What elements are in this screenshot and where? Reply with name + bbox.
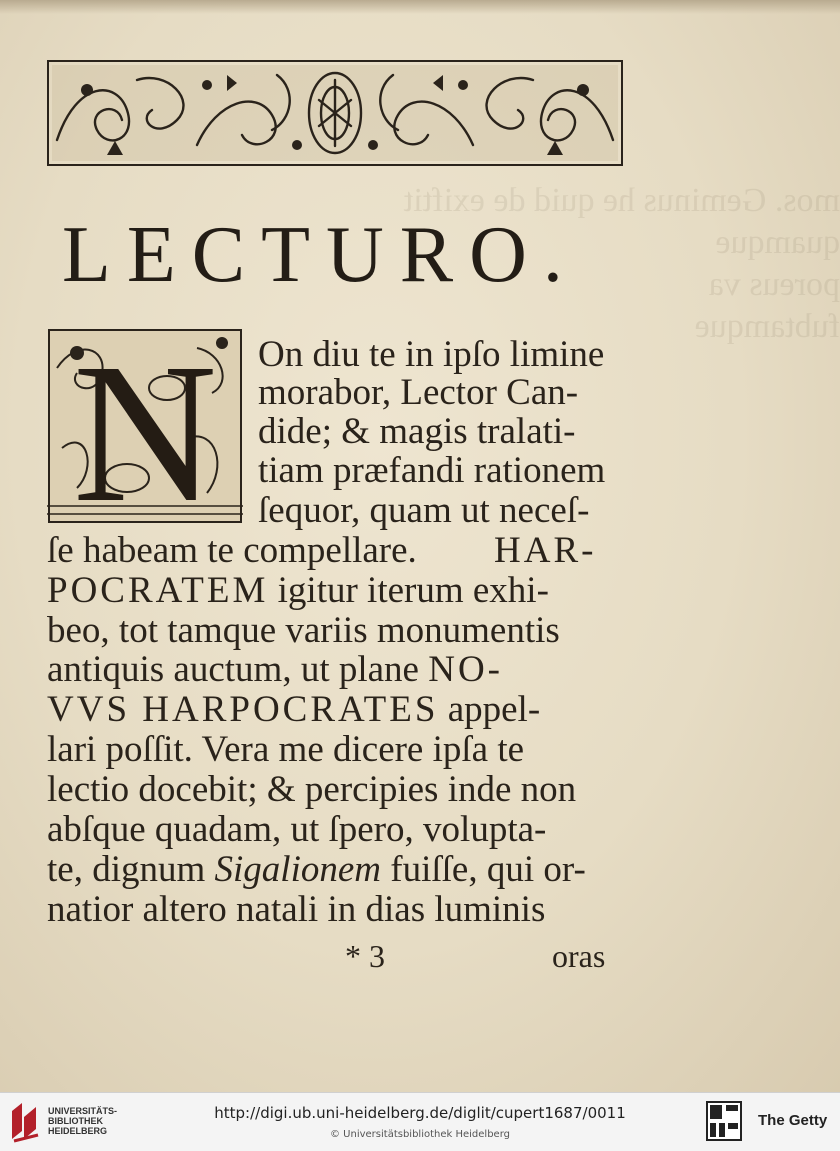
text-line-3: dide; & magis tralati- xyxy=(258,411,576,452)
text-line-10: VVS HARPOCRATES appel- xyxy=(47,689,541,730)
page-title: LECTURO. xyxy=(62,211,579,299)
text-line-6: ſe habeam te compellare. HAR- xyxy=(47,530,597,571)
signature-mark: * 3 xyxy=(345,938,385,974)
text-line-7: POCRATEM igitur iterum exhi- xyxy=(47,570,549,611)
copyright-notice: © Universitätsbibliothek Heidelberg xyxy=(329,1129,510,1140)
ornamental-headpiece xyxy=(47,60,623,166)
text-line-15: natior altero natali in dias luminis xyxy=(47,889,546,930)
text-line-1: On diu te in ipſo limine xyxy=(258,334,605,375)
decorated-initial xyxy=(47,328,243,524)
text-line-5: ſequor, quam ut neceſ- xyxy=(258,490,590,531)
text-line-12: lectio docebit; & percipies inde non xyxy=(47,769,577,810)
permalink[interactable]: http://digi.ub.uni-heidelberg.de/diglit/cupert1687/0011 xyxy=(214,1104,626,1122)
library-name: UNIVERSITÄTS- BIBLIOTHEK HEIDELBERG xyxy=(48,1106,118,1136)
show-through-text: mos. Geminus he quid de exiftit quamque poreus va fubtamque xyxy=(403,182,840,345)
text-line-9: antiquis auctum, ut plane NO- xyxy=(47,649,503,690)
catchword: oras xyxy=(552,938,606,974)
text-line-8: beo, tot tamque variis monumentis xyxy=(47,610,560,651)
text-line-4: tiam præfandi rationem xyxy=(258,450,606,491)
page-top-edge xyxy=(0,0,840,14)
initial-letter: N xyxy=(72,328,218,524)
text-line-13: abſque quadam, ut ſpero, volupta- xyxy=(47,809,547,850)
viewer-footer xyxy=(0,1092,840,1151)
text-line-2: morabor, Lector Can- xyxy=(258,372,579,413)
getty-logo-icon xyxy=(706,1101,742,1141)
text-line-11: lari poſſit. Vera me dicere ipſa te xyxy=(47,729,525,770)
partner-name: The Getty xyxy=(758,1112,828,1129)
text-line-14: te, dignum Sigalionem fuiſſe, qui or- xyxy=(47,849,586,890)
